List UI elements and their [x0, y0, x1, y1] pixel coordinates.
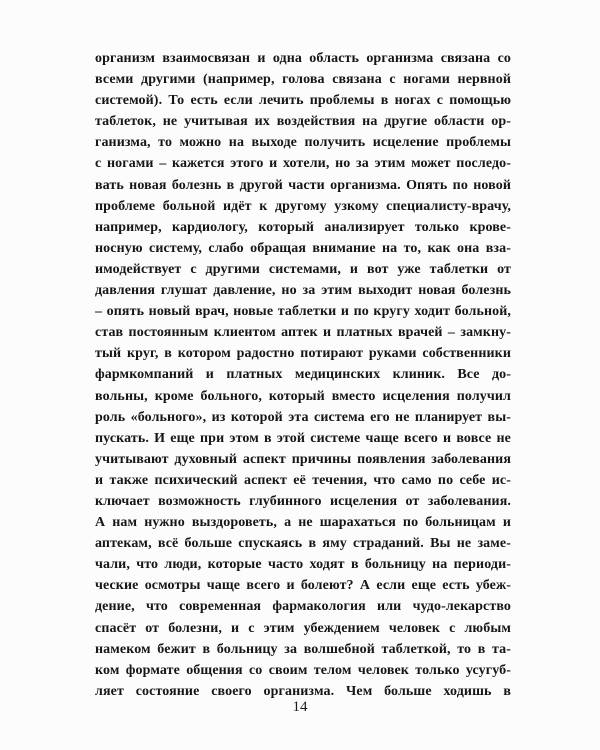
text-line: намеком бежит в больницу за волшебной таблеткой, то в та-	[95, 641, 511, 657]
text-line: проблеме больной идёт к другому узкому специалисту-врачу,	[95, 198, 511, 214]
text-line: всеми другими (например, голова связана с ногами нервной	[95, 72, 511, 88]
text-line: тый круг, в котором радостно потирают руками собственники	[95, 346, 511, 362]
body-text	[95, 48, 511, 702]
text-line: ком формате общения со своим телом человек только усугуб-	[95, 662, 511, 678]
text-line: и также психический аспект её течения, что само по себе ис-	[95, 472, 511, 488]
text-line: учитывают духовный аспект причины появления заболевания	[95, 451, 511, 467]
text-line: имодействует с другими системами, и вот уже таблетки от	[95, 261, 511, 277]
text-line: чали, что люди, которые часто ходят в больницу на периоди-	[95, 557, 511, 573]
text-line: давления глушат давление, но за этим выходит новая болезнь	[95, 283, 511, 299]
text-line: А нам нужно выздороветь, а не шарахаться по больницам и	[95, 515, 511, 531]
text-line: ганизма, то можно на выходе получить исцеление проблемы	[95, 135, 511, 151]
text-line: носную систему, слабо обращая внимание на то, как она вза-	[95, 240, 511, 256]
text-line: ключает возможность глубинного исцеления от заболевания.	[95, 493, 511, 509]
text-line: с ногами – кажется этого и хотели, но за этим может последо-	[95, 156, 511, 172]
text-line: спасёт от болезни, и с этим убеждением человек с любым	[95, 620, 511, 636]
text-line: вольны, кроме больного, который вместо исцеления получил	[95, 388, 511, 404]
text-line: ческие осмотры чаще всего и болеют? А если еще есть убеж-	[95, 578, 511, 594]
text-line: например, кардиологу, который анализирует только крове-	[95, 219, 511, 235]
text-line: таблеток, не учитывая их воздействия на другие области ор-	[95, 114, 511, 130]
text-line: пускать. И еще при этом в этой системе чаще всего и вовсе не	[95, 430, 511, 446]
text-line: дение, что современная фармакология или чудо-лекарство	[95, 599, 511, 615]
text-line: вать новая болезнь в другой части организма. Опять по новой	[95, 177, 511, 193]
text-line: организм взаимосвязан и одна область организма связана со	[95, 51, 511, 66]
text-line: ляет состояние своего организма. Чем больше ходишь в	[95, 683, 511, 699]
text-line: фармкомпаний и платных медицинских клиник. Все до-	[95, 367, 511, 383]
text-line: роль «больного», из которой эта система его не планирует вы-	[95, 409, 511, 425]
text-line: аптекам, всё больше спускаясь в яму страданий. Вы не заме-	[95, 536, 511, 552]
text-line: системой). То есть если лечить проблемы в ногах с помощью	[95, 93, 511, 109]
text-line: став постоянным клиентом аптек и платных врачей – замкну-	[95, 325, 511, 341]
page-number: 14	[292, 699, 308, 715]
text-line: – опять новый врач, новые таблетки и по кругу ходит больной,	[95, 304, 511, 320]
